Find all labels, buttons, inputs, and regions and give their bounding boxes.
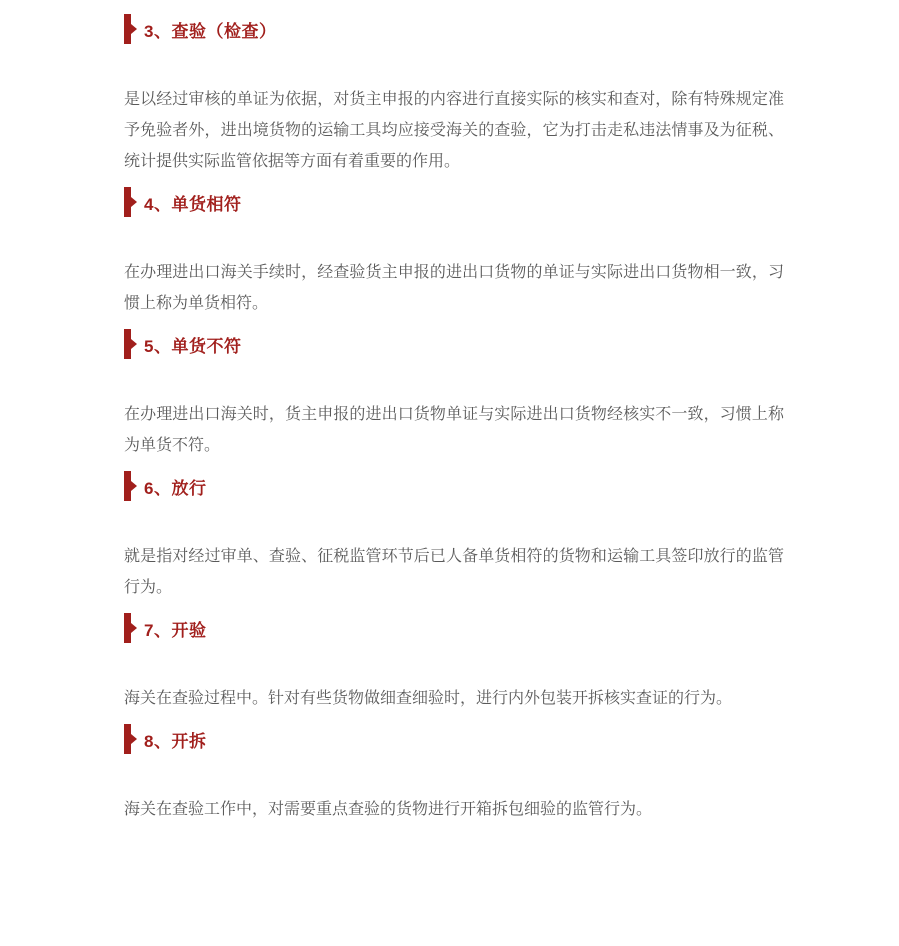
section-body-text: 在办理进出口海关手续时，经查验货主申报的进出口货物的单证与实际进出口货物相一致，习惯上称为单货相符。 (124, 264, 784, 312)
section-heading-text: 6、放行 (144, 478, 207, 498)
section-body-text: 就是指对经过审单、查验、征税监管环节后已人备单货相符的货物和运输工具签印放行的监管行为。 (124, 548, 784, 596)
section-6-fangxing (124, 471, 784, 603)
section-heading-text: 8、开拆 (144, 731, 207, 751)
section-heading (124, 14, 784, 44)
section-heading-text: 3、查验（检查） (144, 21, 277, 41)
section-body-text: 海关在查验过程中。针对有些货物做细查细验时，进行内外包装开拆核实查证的行为。 (124, 690, 733, 707)
section-7-kaiyan (124, 613, 784, 714)
section-heading (124, 187, 784, 217)
section-4-danhuo-xiangfu (124, 187, 784, 319)
section-8-kaichai (124, 724, 784, 825)
section-marker-icon (124, 329, 131, 359)
section-body-text: 在办理进出口海关时，货主申报的进出口货物单证与实际进出口货物经核实不一致，习惯上称为单货不符。 (124, 406, 784, 454)
section-heading (124, 329, 784, 359)
section-marker-icon (124, 724, 131, 754)
section-marker-icon (124, 613, 131, 643)
section-3-chayan (124, 14, 784, 177)
section-5-danhuo-bufu (124, 329, 784, 461)
section-body-text: 海关在查验工作中，对需要重点查验的货物进行开箱拆包细验的监管行为。 (124, 801, 653, 818)
section-heading-text: 4、单货相符 (144, 194, 242, 214)
section-body-text: 是以经过审核的单证为依据，对货主申报的内容进行直接实际的核实和查对，除有特殊规定准予免验者外，进出境货物的运输工具均应接受海关的查验，它为打击走私违法情事及为征税、统计提供实际监管依据等方面有着重要的作用。 (124, 91, 784, 170)
section-heading (124, 613, 784, 643)
section-marker-icon (124, 14, 131, 44)
section-heading (124, 471, 784, 501)
section-heading-text: 5、单货不符 (144, 336, 242, 356)
section-heading-text: 7、开验 (144, 620, 207, 640)
section-heading (124, 724, 784, 754)
section-marker-icon (124, 471, 131, 501)
section-marker-icon (124, 187, 131, 217)
